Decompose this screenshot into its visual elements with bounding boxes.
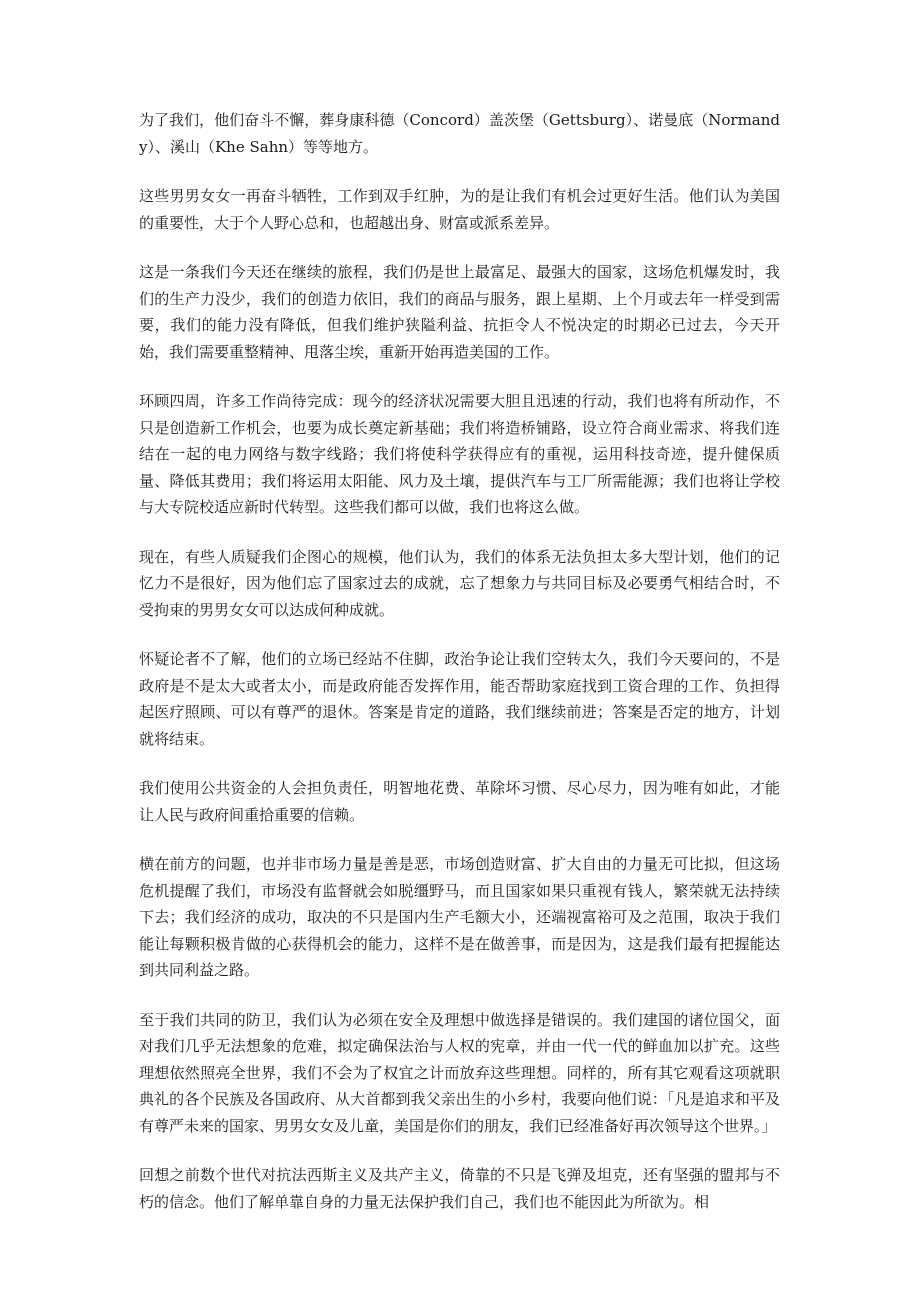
paragraph-1: 为了我们，他们奋斗不懈，葬身康科德（Concord）盖茨堡（Gettsburg）、诺曼底（Normandy）、溪山（Khe Sahn）等等地方。 — [139, 111, 780, 156]
paragraph-7: 我们使用公共资金的人会担负责任，明智地花费、革除坏习惯、尽心尽力，因为唯有如此，才能让人民与政府间重拾重要的信赖。 — [139, 779, 780, 824]
paragraph-6: 怀疑论者不了解，他们的立场已经站不住脚，政治争论让我们空转太久，我们今天要问的，不是政府是不是太大或者太小，而是政府能否发挥作用，能否帮助家庭找到工资合理的工作、负担得起医疗照顾、可以有尊严的退休。答案是肯定的道路，我们继续前进；答案是否定的地方，计划就将结束。 — [139, 650, 780, 748]
document-page — [139, 107, 780, 1238]
paragraph-5: 现在，有些人质疑我们企图心的规模，他们认为，我们的体系无法负担太多大型计划，他们的记忆力不是很好，因为他们忘了国家过去的成就，忘了想象力与共同目标及必要勇气相结合时，不受拘束的男男女女可以达成何种成就。 — [139, 547, 780, 619]
paragraph-2: 这些男男女女一再奋斗牺牲，工作到双手红肿，为的是让我们有机会过更好生活。他们认为美国的重要性，大于个人野心总和，也超越出身、财富或派系差异。 — [139, 187, 780, 232]
paragraph-8: 横在前方的问题，也并非市场力量是善是恶，市场创造财富、扩大自由的力量无可比拟，但这场危机提醒了我们，市场没有监督就会如脱缰野马，而且国家如果只重视有钱人，繁荣就无法持续下去；我们经济的成功，取决的不只是国内生产毛额大小，还端视富裕可及之范围，取决于我们能让每颗积极肯做的心获得机会的能力，这样不是在做善事，而是因为，这是我们最有把握能达到共同利益之路。 — [139, 855, 780, 979]
paragraph-9: 至于我们共同的防卫，我们认为必须在安全及理想中做选择是错误的。我们建国的诸位国父，面对我们几乎无法想象的危难，拟定确保法治与人权的宪章，并由一代一代的鲜血加以扩充。这些理想依然照亮全世界，我们不会为了权宜之计而放弃这些理想。同样的，所有其它观看这项就职典礼的各个民族及各国政府、从大首都到我父亲出生的小乡村，我要向他们说：「凡是追求和平及有尊严未来的国家、男男女女及儿童，美国是你们的朋友，我们已经准备好再次领导这个世界。」 — [139, 1010, 780, 1135]
paragraph-10: 回想之前数个世代对抗法西斯主义及共产主义，倚靠的不只是飞弹及坦克，还有坚强的盟邦与不朽的信念。他们了解单靠自身的力量无法保护我们自己，我们也不能因此为所欲为。相 — [139, 1166, 780, 1211]
paragraph-4: 环顾四周，许多工作尚待完成：现今的经济状况需要大胆且迅速的行动，我们也将有所动作，不只是创造新工作机会，也要为成长奠定新基础；我们将造桥铺路，设立符合商业需求、将我们连结在一起的电力网络与数字线路；我们将使科学获得应有的重视，运用科技奇迹，提升健保质量、降低其费用；我们将运用太阳能、风力及土壤，提供汽车与工厂所需能源；我们也将让学校与大专院校适应新时代转型。这些我们都可以做，我们也将这么做。 — [139, 392, 780, 516]
paragraph-3: 这是一条我们今天还在继续的旅程，我们仍是世上最富足、最强大的国家，这场危机爆发时，我们的生产力没少，我们的创造力依旧，我们的商品与服务，跟上星期、上个月或去年一样受到需要，我们的能力没有降低，但我们维护狭隘利益、抗拒令人不悦决定的时期必已过去，今天开始，我们需要重整精神、甩落尘埃，重新开始再造美国的工作。 — [139, 263, 780, 361]
